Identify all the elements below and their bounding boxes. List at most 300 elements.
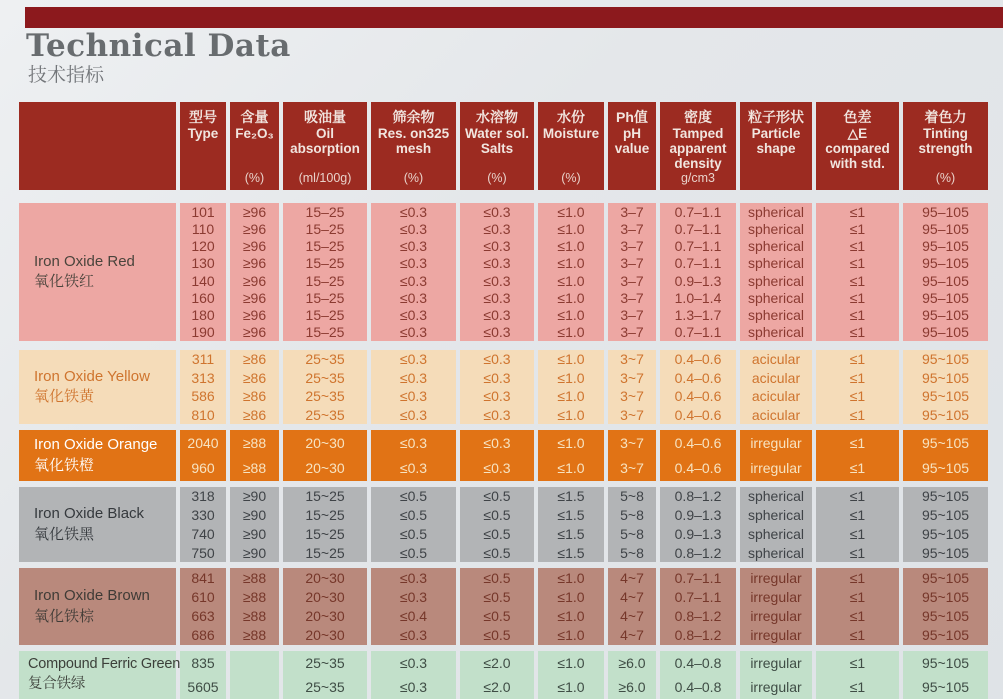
cell-black-750-fe2o3: ≥90 <box>230 543 279 562</box>
cell-brown-610-tinting: 95~105 <box>903 587 988 606</box>
cell-brown-663-tinting: 95~105 <box>903 607 988 626</box>
cell-green-5605-density: 0.4–0.8 <box>660 675 736 699</box>
cell-yellow-586-shape: acicular <box>740 387 812 406</box>
cell-yellow-586-density: 0.4–0.6 <box>660 387 736 406</box>
cell-black-750-ph: 5~8 <box>608 543 656 562</box>
cell-red-180-deltae: ≤1 <box>816 307 899 324</box>
cell-red-130-fe2o3: ≥96 <box>230 255 279 272</box>
cell-red-120-moisture: ≤1.0 <box>538 238 604 255</box>
cell-black-740-water: ≤0.5 <box>460 525 534 544</box>
cell-red-110-oil: 15–25 <box>283 220 367 237</box>
cell-brown-841-fe2o3: ≥88 <box>230 568 279 587</box>
cell-black-330-deltae: ≤1 <box>816 506 899 525</box>
cell-green-5605-ph: ≥6.0 <box>608 675 656 699</box>
cell-yellow-313-type: 313 <box>180 369 226 388</box>
header-label-zh: Ph值 <box>616 109 648 125</box>
cell-red-140-deltae: ≤1 <box>816 272 899 289</box>
header-label-en: Fe₂O₃ <box>235 125 274 141</box>
header-shape <box>740 102 812 190</box>
cell-red-130-type: 130 <box>180 255 226 272</box>
cell-yellow-810-tinting: 95~105 <box>903 406 988 425</box>
cell-brown-663-water: ≤0.5 <box>460 607 534 626</box>
cell-red-110-tinting: 95–105 <box>903 220 988 237</box>
cell-red-130-ph: 3–7 <box>608 255 656 272</box>
cell-red-110-water: ≤0.3 <box>460 220 534 237</box>
cell-red-160-residue: ≤0.3 <box>371 289 456 306</box>
cell-green-5605-water: ≤2.0 <box>460 675 534 699</box>
cell-black-318-fe2o3: ≥90 <box>230 487 279 506</box>
cell-red-140-density: 0.9–1.3 <box>660 272 736 289</box>
cell-brown-841-tinting: 95~105 <box>903 568 988 587</box>
cell-red-160-moisture: ≤1.0 <box>538 289 604 306</box>
header-unit: (%) <box>244 170 265 185</box>
header-label-en: Type <box>187 125 219 141</box>
cell-yellow-586-type: 586 <box>180 387 226 406</box>
cell-orange-960-deltae: ≤1 <box>816 456 899 482</box>
cell-brown-663-residue: ≤0.4 <box>371 607 456 626</box>
section-black <box>19 487 988 562</box>
cell-red-101-deltae: ≤1 <box>816 203 899 220</box>
cell-red-110-ph: 3–7 <box>608 220 656 237</box>
cell-red-140-moisture: ≤1.0 <box>538 272 604 289</box>
cell-red-101-type: 101 <box>180 203 226 220</box>
cell-orange-960-oil: 20~30 <box>283 456 367 482</box>
header-unit: (%) <box>487 170 507 185</box>
cell-yellow-586-residue: ≤0.3 <box>371 387 456 406</box>
cell-orange-960-type: 960 <box>180 456 226 482</box>
cell-orange-960-residue: ≤0.3 <box>371 456 456 482</box>
cell-red-120-residue: ≤0.3 <box>371 238 456 255</box>
header-label-zh: 色差 <box>843 109 872 125</box>
cell-red-160-type: 160 <box>180 289 226 306</box>
cell-green-835-residue: ≤0.3 <box>371 651 456 675</box>
cell-yellow-311-type: 311 <box>180 350 226 369</box>
header-label-zh: 筛余物 <box>392 109 435 125</box>
cell-green-5605-tinting: 95~105 <box>903 675 988 699</box>
cell-black-318-deltae: ≤1 <box>816 487 899 506</box>
cell-red-180-moisture: ≤1.0 <box>538 307 604 324</box>
header-unit: (%) <box>403 170 424 185</box>
product-label-red <box>19 203 176 341</box>
cell-yellow-313-oil: 25~35 <box>283 369 367 388</box>
cell-brown-686-deltae: ≤1 <box>816 626 899 645</box>
cell-black-318-oil: 15~25 <box>283 487 367 506</box>
cell-red-140-ph: 3–7 <box>608 272 656 289</box>
cell-yellow-810-moisture: ≤1.0 <box>538 406 604 425</box>
cell-brown-686-fe2o3: ≥88 <box>230 626 279 645</box>
cell-green-835-tinting: 95~105 <box>903 651 988 675</box>
product-label-black <box>19 487 176 562</box>
cell-yellow-311-tinting: 95~105 <box>903 350 988 369</box>
cell-yellow-311-shape: acicular <box>740 350 812 369</box>
cell-red-180-density: 1.3–1.7 <box>660 307 736 324</box>
product-name-en: Iron Oxide Brown <box>34 587 150 605</box>
cell-red-110-density: 0.7–1.1 <box>660 220 736 237</box>
cell-red-190-oil: 15–25 <box>283 324 367 341</box>
cell-red-180-type: 180 <box>180 307 226 324</box>
product-name-zh: 氧化铁黑 <box>34 525 95 543</box>
cell-black-330-fe2o3: ≥90 <box>230 506 279 525</box>
header-label-en: Particle shape <box>751 125 801 156</box>
cell-brown-610-fe2o3: ≥88 <box>230 587 279 606</box>
cell-brown-686-water: ≤0.5 <box>460 626 534 645</box>
product-label-green <box>19 651 181 699</box>
cell-red-101-moisture: ≤1.0 <box>538 203 604 220</box>
cell-yellow-586-water: ≤0.3 <box>460 387 534 406</box>
header-unit: g/cm3 <box>680 170 716 185</box>
cell-red-160-ph: 3–7 <box>608 289 656 306</box>
cell-red-140-shape: spherical <box>740 272 812 289</box>
cell-black-740-tinting: 95~105 <box>903 525 988 544</box>
cell-green-835-fe2o3 <box>230 651 279 675</box>
cell-brown-663-moisture: ≤1.0 <box>538 607 604 626</box>
cell-black-750-oil: 15~25 <box>283 543 367 562</box>
cell-orange-2040-type: 2040 <box>180 430 226 456</box>
cell-red-110-moisture: ≤1.0 <box>538 220 604 237</box>
cell-red-130-oil: 15–25 <box>283 255 367 272</box>
cell-red-190-tinting: 95–105 <box>903 324 988 341</box>
cell-red-180-tinting: 95–105 <box>903 307 988 324</box>
cell-orange-960-ph: 3~7 <box>608 456 656 482</box>
cell-yellow-313-deltae: ≤1 <box>816 369 899 388</box>
cell-red-130-tinting: 95–105 <box>903 255 988 272</box>
cell-red-101-water: ≤0.3 <box>460 203 534 220</box>
cell-brown-841-oil: 20~30 <box>283 568 367 587</box>
cell-red-130-shape: spherical <box>740 255 812 272</box>
cell-red-110-fe2o3: ≥96 <box>230 220 279 237</box>
header-type <box>180 102 226 190</box>
cell-brown-663-deltae: ≤1 <box>816 607 899 626</box>
cell-brown-686-density: 0.8–1.2 <box>660 626 736 645</box>
cell-black-330-shape: spherical <box>740 506 812 525</box>
cell-red-120-density: 0.7–1.1 <box>660 238 736 255</box>
cell-brown-610-moisture: ≤1.0 <box>538 587 604 606</box>
product-name-zh: 氧化铁橙 <box>34 456 95 474</box>
cell-yellow-586-fe2o3: ≥86 <box>230 387 279 406</box>
cell-brown-841-shape: irregular <box>740 568 812 587</box>
cell-red-101-density: 0.7–1.1 <box>660 203 736 220</box>
cell-red-190-ph: 3–7 <box>608 324 656 341</box>
cell-orange-960-shape: irregular <box>740 456 812 482</box>
cell-orange-2040-density: 0.4–0.6 <box>660 430 736 456</box>
header-label-en: Oil absorption <box>290 125 360 156</box>
cell-yellow-313-shape: acicular <box>740 369 812 388</box>
cell-brown-841-type: 841 <box>180 568 226 587</box>
cell-black-750-density: 0.8–1.2 <box>660 543 736 562</box>
cell-black-330-type: 330 <box>180 506 226 525</box>
cell-brown-686-tinting: 95~105 <box>903 626 988 645</box>
cell-black-750-type: 750 <box>180 543 226 562</box>
cell-red-160-water: ≤0.3 <box>460 289 534 306</box>
header-label-en: △E compared with std. <box>825 125 890 172</box>
cell-red-110-residue: ≤0.3 <box>371 220 456 237</box>
cell-brown-610-deltae: ≤1 <box>816 587 899 606</box>
header-label-zh: 含量 <box>240 109 269 125</box>
cell-green-5605-shape: irregular <box>740 675 812 699</box>
cell-brown-686-ph: 4~7 <box>608 626 656 645</box>
cell-orange-2040-shape: irregular <box>740 430 812 456</box>
cell-brown-610-shape: irregular <box>740 587 812 606</box>
cell-red-140-water: ≤0.3 <box>460 272 534 289</box>
cell-red-160-oil: 15–25 <box>283 289 367 306</box>
product-label-orange <box>19 430 176 481</box>
cell-black-740-fe2o3: ≥90 <box>230 525 279 544</box>
cell-red-160-shape: spherical <box>740 289 812 306</box>
header-ph <box>608 102 656 190</box>
header-label-en: Tinting strength <box>918 125 973 156</box>
product-name-en: Iron Oxide Black <box>34 505 145 523</box>
product-name-en: Compound Ferric Green <box>28 656 181 673</box>
technical-data-table <box>19 102 988 699</box>
section-orange <box>19 430 988 481</box>
header-label-zh: 吸油量 <box>304 109 346 125</box>
cell-black-740-residue: ≤0.5 <box>371 525 456 544</box>
cell-red-180-fe2o3: ≥96 <box>230 307 279 324</box>
cell-yellow-313-residue: ≤0.3 <box>371 369 456 388</box>
cell-green-835-water: ≤2.0 <box>460 651 534 675</box>
cell-orange-2040-water: ≤0.3 <box>460 430 534 456</box>
cell-red-160-fe2o3: ≥96 <box>230 289 279 306</box>
cell-red-180-shape: spherical <box>740 307 812 324</box>
cell-yellow-810-shape: acicular <box>740 406 812 425</box>
cell-green-835-deltae: ≤1 <box>816 651 899 675</box>
cell-red-130-density: 0.7–1.1 <box>660 255 736 272</box>
cell-brown-686-moisture: ≤1.0 <box>538 626 604 645</box>
cell-red-101-oil: 15–25 <box>283 203 367 220</box>
header-unit: (%) <box>561 170 581 185</box>
cell-red-120-oil: 15–25 <box>283 238 367 255</box>
cell-black-330-ph: 5~8 <box>608 506 656 525</box>
cell-red-190-density: 0.7–1.1 <box>660 324 736 341</box>
section-green <box>19 651 988 699</box>
cell-yellow-313-moisture: ≤1.0 <box>538 369 604 388</box>
cell-red-190-deltae: ≤1 <box>816 324 899 341</box>
header-unit: (ml/100g) <box>298 170 352 185</box>
cell-yellow-311-deltae: ≤1 <box>816 350 899 369</box>
cell-red-190-moisture: ≤1.0 <box>538 324 604 341</box>
cell-brown-841-density: 0.7–1.1 <box>660 568 736 587</box>
header-deltae <box>816 102 899 190</box>
cell-red-140-tinting: 95–105 <box>903 272 988 289</box>
cell-brown-841-deltae: ≤1 <box>816 568 899 587</box>
cell-black-740-deltae: ≤1 <box>816 525 899 544</box>
cell-black-330-density: 0.9–1.3 <box>660 506 736 525</box>
cell-red-101-shape: spherical <box>740 203 812 220</box>
cell-red-120-water: ≤0.3 <box>460 238 534 255</box>
header-label-zh: 粒子形状 <box>748 109 804 125</box>
product-name-en: Iron Oxide Red <box>34 252 135 270</box>
cell-red-180-water: ≤0.3 <box>460 307 534 324</box>
header-label-en: Moisture <box>542 125 600 141</box>
product-label-yellow <box>19 350 176 424</box>
product-name-zh: 氧化铁棕 <box>34 607 95 625</box>
cell-orange-960-fe2o3: ≥88 <box>230 456 279 482</box>
cell-black-740-oil: 15~25 <box>283 525 367 544</box>
cell-red-190-type: 190 <box>180 324 226 341</box>
cell-black-318-residue: ≤0.5 <box>371 487 456 506</box>
cell-black-740-ph: 5~8 <box>608 525 656 544</box>
cell-yellow-313-tinting: 95~105 <box>903 369 988 388</box>
header-label-en: Res. on325 mesh <box>377 125 450 156</box>
page-subtitle-zh: 技术指标 <box>28 65 105 86</box>
header-label-zh: 密度 <box>684 109 712 125</box>
cell-orange-2040-ph: 3~7 <box>608 430 656 456</box>
header-label-zh: 型号 <box>189 109 217 125</box>
cell-red-130-deltae: ≤1 <box>816 255 899 272</box>
header-label-en: Tamped apparent density <box>669 125 727 172</box>
cell-brown-663-shape: irregular <box>740 607 812 626</box>
header-unit: (%) <box>935 170 956 185</box>
cell-brown-663-density: 0.8–1.2 <box>660 607 736 626</box>
cell-brown-686-shape: irregular <box>740 626 812 645</box>
cell-black-750-residue: ≤0.5 <box>371 543 456 562</box>
cell-orange-960-density: 0.4–0.6 <box>660 456 736 482</box>
cell-orange-2040-residue: ≤0.3 <box>371 430 456 456</box>
cell-orange-2040-fe2o3: ≥88 <box>230 430 279 456</box>
cell-yellow-311-fe2o3: ≥86 <box>230 350 279 369</box>
cell-red-140-residue: ≤0.3 <box>371 272 456 289</box>
cell-red-130-water: ≤0.3 <box>460 255 534 272</box>
cell-green-5605-deltae: ≤1 <box>816 675 899 699</box>
cell-brown-663-type: 663 <box>180 607 226 626</box>
cell-red-110-deltae: ≤1 <box>816 220 899 237</box>
cell-black-318-density: 0.8–1.2 <box>660 487 736 506</box>
cell-brown-686-residue: ≤0.3 <box>371 626 456 645</box>
cell-green-5605-type: 5605 <box>180 675 226 699</box>
cell-yellow-810-ph: 3~7 <box>608 406 656 425</box>
cell-yellow-313-water: ≤0.3 <box>460 369 534 388</box>
cell-orange-960-moisture: ≤1.0 <box>538 456 604 482</box>
cell-yellow-586-deltae: ≤1 <box>816 387 899 406</box>
header-label-zh: 水溶物 <box>476 109 518 125</box>
cell-red-120-tinting: 95–105 <box>903 238 988 255</box>
cell-yellow-311-residue: ≤0.3 <box>371 350 456 369</box>
cell-red-190-water: ≤0.3 <box>460 324 534 341</box>
section-yellow <box>19 350 988 424</box>
cell-green-835-shape: irregular <box>740 651 812 675</box>
header-label-zh: 水份 <box>557 109 585 125</box>
cell-orange-960-water: ≤0.3 <box>460 456 534 482</box>
cell-red-101-ph: 3–7 <box>608 203 656 220</box>
cell-black-318-ph: 5~8 <box>608 487 656 506</box>
cell-yellow-586-oil: 25~35 <box>283 387 367 406</box>
cell-yellow-311-oil: 25~35 <box>283 350 367 369</box>
cell-brown-610-type: 610 <box>180 587 226 606</box>
cell-yellow-313-ph: 3~7 <box>608 369 656 388</box>
cell-black-330-oil: 15~25 <box>283 506 367 525</box>
cell-red-120-fe2o3: ≥96 <box>230 238 279 255</box>
cell-yellow-810-residue: ≤0.3 <box>371 406 456 425</box>
cell-brown-663-ph: 4~7 <box>608 607 656 626</box>
cell-yellow-810-deltae: ≤1 <box>816 406 899 425</box>
cell-yellow-810-fe2o3: ≥86 <box>230 406 279 425</box>
cell-brown-610-ph: 4~7 <box>608 587 656 606</box>
cell-yellow-311-ph: 3~7 <box>608 350 656 369</box>
page-title: Technical Data <box>26 28 291 64</box>
product-name-zh: 氧化铁黄 <box>34 388 95 405</box>
cell-brown-686-oil: 20~30 <box>283 626 367 645</box>
product-name-zh: 氧化铁红 <box>34 273 95 290</box>
top-red-banner <box>25 7 1003 28</box>
cell-red-130-moisture: ≤1.0 <box>538 255 604 272</box>
cell-yellow-810-density: 0.4–0.6 <box>660 406 736 425</box>
cell-black-330-water: ≤0.5 <box>460 506 534 525</box>
cell-black-750-water: ≤0.5 <box>460 543 534 562</box>
header-fe2o3 <box>230 102 279 190</box>
cell-green-835-type: 835 <box>180 651 226 675</box>
cell-yellow-810-type: 810 <box>180 406 226 425</box>
cell-yellow-311-water: ≤0.3 <box>460 350 534 369</box>
cell-green-835-density: 0.4–0.8 <box>660 651 736 675</box>
cell-black-318-shape: spherical <box>740 487 812 506</box>
cell-black-740-moisture: ≤1.5 <box>538 525 604 544</box>
cell-red-160-tinting: 95–105 <box>903 289 988 306</box>
cell-red-180-residue: ≤0.3 <box>371 307 456 324</box>
cell-black-318-moisture: ≤1.5 <box>538 487 604 506</box>
cell-red-190-residue: ≤0.3 <box>371 324 456 341</box>
cell-orange-2040-moisture: ≤1.0 <box>538 430 604 456</box>
header-density <box>660 102 736 190</box>
cell-brown-841-ph: 4~7 <box>608 568 656 587</box>
cell-brown-610-residue: ≤0.3 <box>371 587 456 606</box>
header-moisture <box>538 102 604 190</box>
product-name-en: Iron Oxide Yellow <box>34 367 150 385</box>
cell-brown-663-fe2o3: ≥88 <box>230 607 279 626</box>
cell-red-120-shape: spherical <box>740 238 812 255</box>
cell-yellow-313-fe2o3: ≥86 <box>230 369 279 388</box>
cell-red-130-residue: ≤0.3 <box>371 255 456 272</box>
cell-red-180-oil: 15–25 <box>283 307 367 324</box>
section-red <box>19 203 988 341</box>
cell-black-740-density: 0.9–1.3 <box>660 525 736 544</box>
cell-red-190-shape: spherical <box>740 324 812 341</box>
cell-brown-841-moisture: ≤1.0 <box>538 568 604 587</box>
cell-green-5605-fe2o3 <box>230 675 279 699</box>
cell-orange-2040-deltae: ≤1 <box>816 430 899 456</box>
cell-red-120-ph: 3–7 <box>608 238 656 255</box>
cell-red-120-type: 120 <box>180 238 226 255</box>
cell-green-5605-oil: 25~35 <box>283 675 367 699</box>
cell-yellow-311-moisture: ≤1.0 <box>538 350 604 369</box>
cell-red-110-shape: spherical <box>740 220 812 237</box>
header-label-en: pH value <box>614 125 650 156</box>
cell-red-180-ph: 3–7 <box>608 307 656 324</box>
product-label-brown <box>19 568 176 645</box>
header-water <box>460 102 534 190</box>
cell-red-101-fe2o3: ≥96 <box>230 203 279 220</box>
cell-black-318-water: ≤0.5 <box>460 487 534 506</box>
cell-black-318-tinting: 95~105 <box>903 487 988 506</box>
cell-black-750-tinting: 95~105 <box>903 543 988 562</box>
header-tinting <box>903 102 988 190</box>
header-oil <box>283 102 367 190</box>
cell-brown-841-water: ≤0.5 <box>460 568 534 587</box>
cell-black-330-tinting: 95~105 <box>903 506 988 525</box>
cell-red-140-fe2o3: ≥96 <box>230 272 279 289</box>
product-name-en: Iron Oxide Orange <box>34 436 158 454</box>
cell-yellow-810-water: ≤0.3 <box>460 406 534 425</box>
cell-green-835-ph: ≥6.0 <box>608 651 656 675</box>
cell-orange-2040-tinting: 95~105 <box>903 430 988 456</box>
cell-brown-610-density: 0.7–1.1 <box>660 587 736 606</box>
cell-yellow-586-moisture: ≤1.0 <box>538 387 604 406</box>
section-brown <box>19 568 988 645</box>
header-product <box>19 102 176 190</box>
cell-black-330-residue: ≤0.5 <box>371 506 456 525</box>
cell-green-835-oil: 25~35 <box>283 651 367 675</box>
cell-red-140-oil: 15–25 <box>283 272 367 289</box>
table-header-row <box>19 102 988 190</box>
